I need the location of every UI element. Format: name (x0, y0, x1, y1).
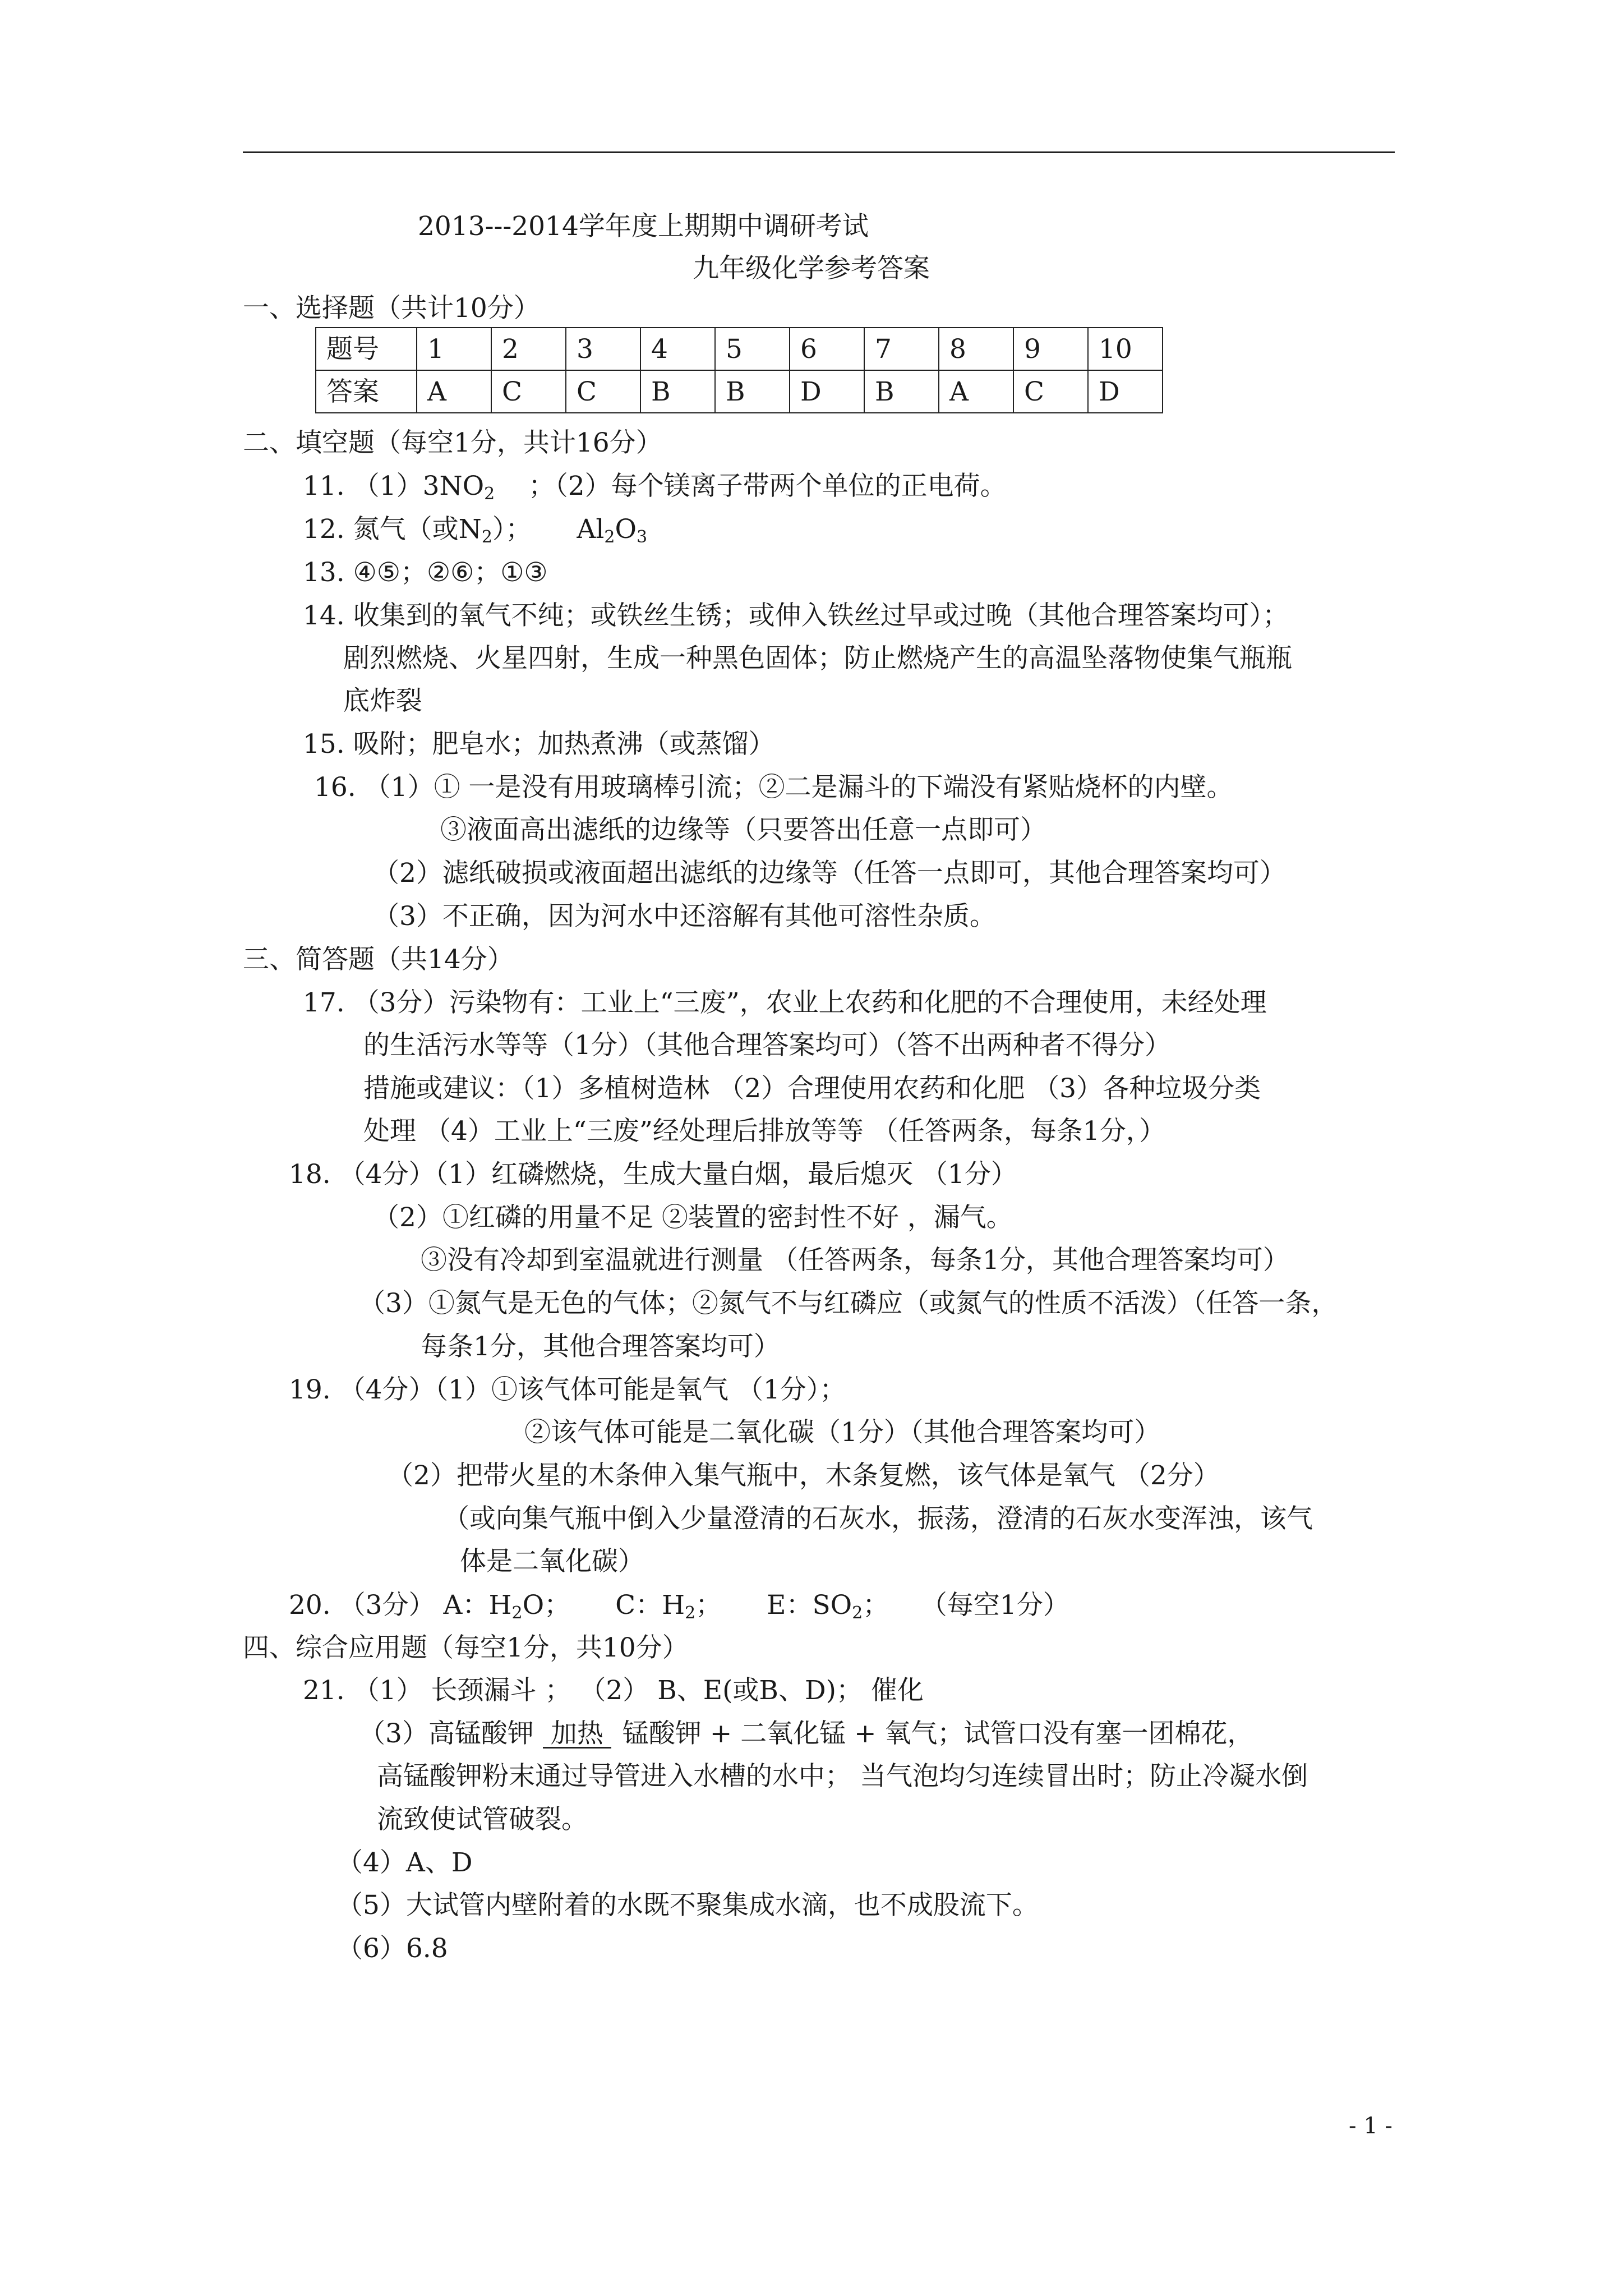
q12-part-d: O (615, 514, 637, 545)
table-cell: A (939, 370, 1013, 413)
header-rule (243, 151, 1395, 153)
table-cell: D (790, 370, 864, 413)
question-18-line-2: （2）①红磷的用量不足 ②装置的密封性不好 ，漏气。 (373, 1202, 1013, 1233)
page-number: - 1 - (1349, 2113, 1393, 2139)
question-17-line-1: 17. （3分）污染物有：工业上“三废”，农业上农药和化肥的不合理使用，未经处理 (303, 987, 1267, 1018)
q21-reactant: （3）高锰酸钾 (359, 1718, 534, 1749)
question-21-line-4: 流致使试管破裂。 (377, 1804, 588, 1835)
table-cell: C (491, 370, 566, 413)
question-21-line-2 (359, 1720, 1253, 1749)
question-14-line-2: 剧烈燃烧、火星四射，生成一种黑色固体；防止燃烧产生的高温坠落物使集气瓶瓶 (343, 643, 1292, 674)
section-4-heading: 四、综合应用题（每空1分，共10分） (243, 1632, 689, 1663)
q12-part-c: Al (577, 514, 605, 545)
q20-part-f: ； (863, 1590, 889, 1621)
question-16-line-2: ③液面高出滤纸的边缘等（只要答出任意一点即可） (440, 815, 1046, 845)
q11-subscript: 2 (484, 484, 495, 504)
q12-part-a: 12. 氮气（或N (303, 514, 482, 545)
table-cell: 10 (1088, 328, 1163, 370)
q20-part-a: 20. （3分） A：H (289, 1590, 512, 1621)
table-cell: D (1088, 370, 1163, 413)
question-12 (303, 514, 648, 547)
title-line-1: 2013---2014学年度上期期中调研考试 (418, 211, 869, 242)
q12-part-b: ）； (492, 514, 532, 545)
question-14-line-3: 底炸裂 (343, 685, 422, 716)
question-19-line-3: （2）把带火星的木条伸入集气瓶中，木条复燃，该气体是氧气 （2分） (387, 1460, 1220, 1491)
table-header-cell: 题号 (316, 328, 417, 370)
question-19-line-2: ②该气体可能是二氧化碳（1分）（其他合理答案均可） (524, 1417, 1161, 1448)
table-cell: 5 (715, 328, 790, 370)
q20-part-e: E：SO (767, 1590, 852, 1621)
table-cell: 6 (790, 328, 864, 370)
q12-subscript-3: 3 (637, 527, 648, 547)
section-1-heading: 一、选择题（共计10分） (243, 293, 540, 324)
question-19-line-4: （或向集气瓶中倒入少量澄清的石灰水，振荡，澄清的石灰水变浑浊，该气 (443, 1503, 1313, 1534)
q12-subscript-2: 2 (604, 527, 615, 547)
table-cell: 1 (417, 328, 491, 370)
table-cell: 4 (640, 328, 715, 370)
question-20 (289, 1590, 1069, 1623)
question-19-line-1: 19. （4分）（1）①该气体可能是氧气 （1分）； (289, 1374, 846, 1405)
question-18-line-3: ③没有冷却到室温就进行测量 （任答两条，每条1分，其他合理答案均可） (421, 1245, 1289, 1276)
question-17-line-2: 的生活污水等等（1分）（其他合理答案均可）（答不出两种者不得分） (363, 1030, 1171, 1061)
table-cell: B (715, 370, 790, 413)
table-cell: C (566, 370, 640, 413)
question-15: 15. 吸附；肥皂水；加热煮沸（或蒸馏） (303, 729, 775, 760)
question-21-line-5: （4）A、D (336, 1847, 473, 1878)
table-cell: C (1013, 370, 1088, 413)
table-row (316, 370, 1163, 413)
section-3-heading: 三、简答题（共14分） (243, 944, 514, 975)
question-21-line-3: 高锰酸钾粉末通过导管进入水槽的水中； 当气泡均匀连续冒出时；防止冷凝水倒 (377, 1761, 1308, 1792)
title-line-2: 九年级化学参考答案 (693, 253, 930, 284)
q21-products: 锰酸钾 + 二氧化锰 + 氧气；试管口没有塞一团棉花， (622, 1718, 1254, 1749)
question-11 (303, 471, 1007, 504)
question-18-line-1: 18. （4分）（1）红磷燃烧，生成大量白烟，最后熄灭 （1分） (289, 1159, 1017, 1190)
q20-subscript-2: 2 (685, 1603, 696, 1623)
q20-part-b: O； (522, 1590, 571, 1621)
q11-part-a: 11. （1）3NO (303, 471, 485, 501)
q20-subscript-3: 2 (852, 1603, 863, 1623)
question-17-line-4: 处理 （4）工业上“三废”经处理后排放等等 （任答两条，每条1分，） (363, 1116, 1166, 1147)
question-16-line-3: （2）滤纸破损或液面超出滤纸的边缘等（任答一点即可，其他合理答案均可） (373, 858, 1286, 889)
question-18-line-5: 每条1分，其他合理答案均可） (421, 1331, 780, 1362)
table-cell: 2 (491, 328, 566, 370)
question-18-line-4: （3）①氮气是无色的气体；②氮气不与红磷应（或氮气的性质不活泼）（任答一条， (359, 1288, 1338, 1319)
question-16-line-4: （3）不正确，因为河水中还溶解有其他可溶性杂质。 (373, 901, 996, 932)
q20-part-c: C：H (615, 1590, 685, 1621)
question-16-line-1: 16. （1）① 一是没有用玻璃棒引流；②二是漏斗的下端没有紧贴烧杯的内壁。 (314, 772, 1233, 803)
q21-condition: 加热 (543, 1720, 611, 1749)
q20-subscript-1: 2 (511, 1603, 523, 1623)
table-cell: 8 (939, 328, 1013, 370)
table-row (316, 328, 1163, 370)
table-cell: 9 (1013, 328, 1088, 370)
table-cell: B (640, 370, 715, 413)
section-2-heading: 二、填空题（每空1分，共计16分） (243, 427, 662, 458)
table-header-cell: 答案 (316, 370, 417, 413)
answer-table (315, 327, 1163, 413)
q20-part-d: ； (695, 1590, 722, 1621)
question-19-line-5: 体是二氧化碳） (460, 1546, 644, 1577)
question-21-line-6: （5）大试管内壁附着的水既不聚集成水滴，也不成股流下。 (336, 1890, 1039, 1921)
question-13: 13. ④⑤；②⑥；①③ (303, 557, 548, 588)
table-cell: A (417, 370, 491, 413)
table-cell: B (864, 370, 939, 413)
table-cell: 3 (566, 328, 640, 370)
q11-part-b: ；（2）每个镁离子带两个单位的正电荷。 (528, 471, 1007, 501)
question-17-line-3: 措施或建议：（1）多植树造林 （2）合理使用农药和化肥 （3）各种垃圾分类 (363, 1073, 1261, 1104)
question-21-line-1: 21. （1） 长颈漏斗 ； （2） B、E(或B、D)； 催化 (303, 1675, 924, 1706)
q12-subscript-1: 2 (481, 527, 492, 547)
question-21-line-7: （6）6.8 (336, 1933, 448, 1964)
q20-part-g: （每空1分） (934, 1590, 1069, 1621)
table-cell: 7 (864, 328, 939, 370)
question-14-line-1: 14. 收集到的氧气不纯；或铁丝生锈；或伸入铁丝过早或过晚（其他合理答案均可）； (303, 600, 1289, 631)
